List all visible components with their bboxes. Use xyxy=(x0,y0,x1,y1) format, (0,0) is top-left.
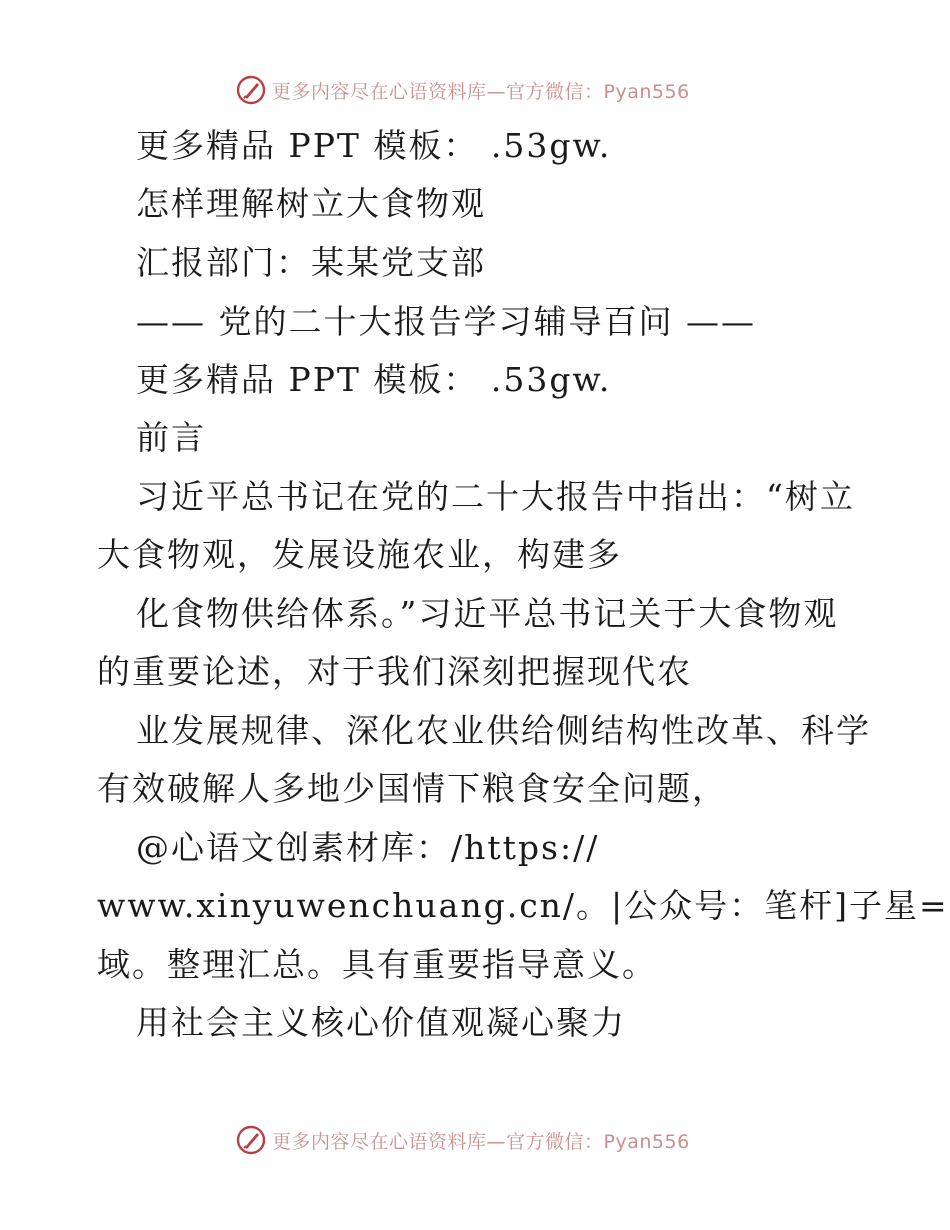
subtitle-line: —— 党的二十大报告学习辅导百问 —— xyxy=(136,302,756,341)
quill-pen-logo-icon xyxy=(236,75,266,105)
paragraph-line: 业发展规律、深化农业供给侧结构性改革、科学 xyxy=(136,711,871,750)
quill-pen-logo-icon xyxy=(236,1125,266,1155)
paragraph-line: 有效破解人多地少国情下粮食安全问题， xyxy=(97,769,727,808)
paragraph-line: 化食物供给体系。”习近平总书记关于大食物观 xyxy=(136,594,839,633)
section-heading: 用社会主义核心价值观凝心聚力 xyxy=(136,1003,626,1042)
footer-banner xyxy=(0,1120,950,1160)
paragraph-line: 大食物观，发展设施农业，构建多 xyxy=(97,535,622,574)
source-line: @心语文创素材库：/https:// xyxy=(136,828,600,867)
header-banner xyxy=(0,70,950,110)
reporting-department: 汇报部门：某某党支部 xyxy=(136,243,486,282)
paragraph-line: 域。整理汇总。具有重要指导意义。 xyxy=(97,945,657,984)
ppt-template-line: 更多精品 PPT 模板： .53gw. xyxy=(136,126,612,165)
document-title: 怎样理解树立大食物观 xyxy=(136,184,486,223)
paragraph-line: 习近平总书记在党的二十大报告中指出：“树立 xyxy=(136,477,855,516)
footer-banner-text: 更多内容尽在心语资料库—官方微信：Pyan556 xyxy=(272,1130,690,1153)
ppt-template-line: 更多精品 PPT 模板： .53gw. xyxy=(136,360,612,399)
section-heading-preface: 前言 xyxy=(136,418,206,457)
header-banner-text: 更多内容尽在心语资料库—官方微信：Pyan556 xyxy=(272,80,690,103)
paragraph-line: 的重要论述，对于我们深刻把握现代农 xyxy=(97,652,692,691)
source-url-line: www.xinyuwenchuang.cn/。|公众号：笔杆]子星= xyxy=(97,886,949,925)
